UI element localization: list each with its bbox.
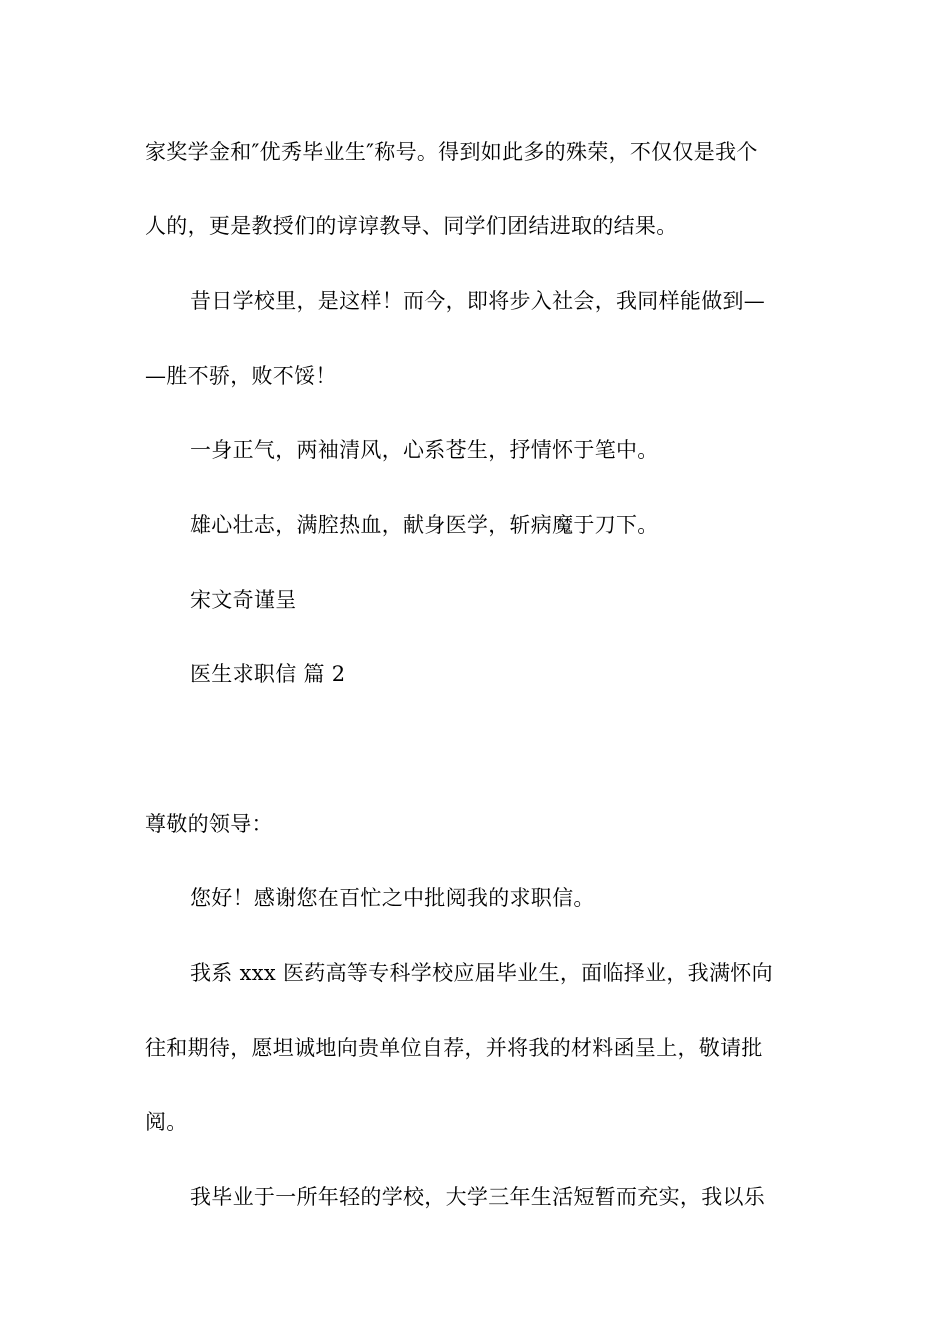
- paragraph-line: 我毕业于一所年轻的学校，大学三年生活短暂而充实，我以乐: [190, 1185, 766, 1209]
- paragraph-line: 我系 xxx 医药高等专科学校应届毕业生，面临择业，我满怀向: [190, 961, 773, 985]
- paragraph-line: 您好！感谢您在百忙之中批阅我的求职信。: [190, 886, 595, 910]
- section-heading: 医生求职信 篇 2: [190, 662, 346, 686]
- signature-line: 宋文奇谨呈: [190, 588, 297, 612]
- paragraph-line: 雄心壮志，满腔热血，献身医学，斩病魔于刀下。: [190, 513, 659, 537]
- paragraph-line: 往和期待，愿坦诚地向贵单位自荐，并将我的材料函呈上，敬请批: [145, 1036, 763, 1060]
- salutation: 尊敬的领导：: [145, 812, 273, 836]
- paragraph-line: 昔日学校里，是这样！而今，即将步入社会，我同样能做到—: [190, 289, 766, 313]
- paragraph-line: 阅。: [145, 1110, 188, 1134]
- paragraph-line: 家奖学金和″优秀毕业生″称号。得到如此多的殊荣，不仅仅是我个: [145, 140, 758, 164]
- paragraph-line: —胜不骄，败不馁！: [145, 364, 337, 388]
- paragraph-line: 一身正气，两袖清风，心系苍生，抒情怀于笔中。: [190, 438, 659, 462]
- paragraph-line: 人的，更是教授们的谆谆教导、同学们团结进取的结果。: [145, 214, 678, 238]
